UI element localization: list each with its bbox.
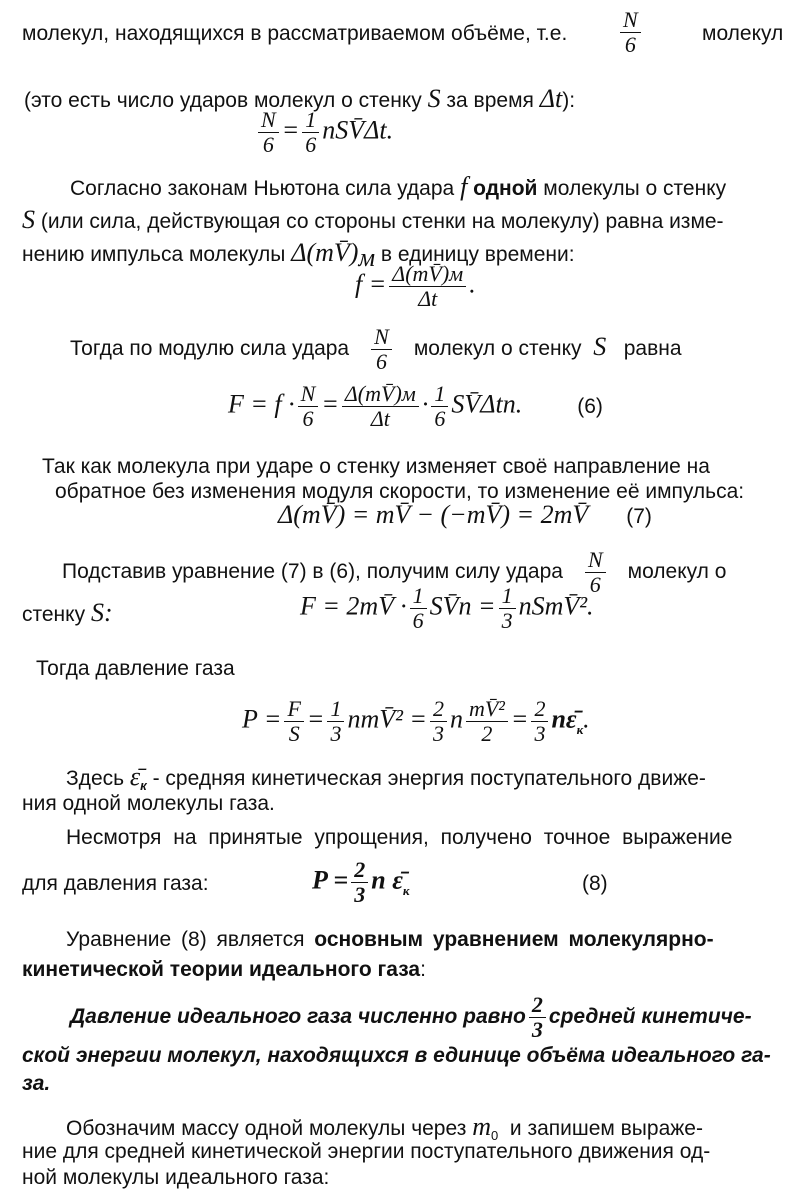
denominator: 6 (262, 132, 274, 158)
math: S (22, 205, 35, 234)
math: n (371, 865, 386, 895)
numerator: 2 (531, 697, 548, 722)
text: нению импульса молекулы (22, 243, 286, 266)
equation-number: (7) (626, 505, 652, 528)
math: F = 2mV̄ · (300, 591, 407, 621)
text-line (70, 325, 682, 374)
numerator: N (258, 108, 279, 133)
text-line (22, 7, 784, 58)
numerator: 1 (410, 584, 427, 609)
text-line (70, 993, 752, 1042)
text: равна (623, 337, 682, 361)
text: Давление идеального газа численно равно (70, 1005, 526, 1029)
numerator: N (585, 548, 606, 573)
text-line: ния одной молекулы газа. (22, 792, 275, 815)
denominator: 6 (305, 132, 317, 158)
denominator: 3 (354, 882, 366, 908)
text: - средняя кинетическая энергия поступательного движе- (152, 767, 706, 790)
denominator: 3 (501, 608, 513, 634)
bold-text: основным уравнением молекулярно- (314, 928, 714, 951)
math: Δ(mV̄) = mV̄ − (−mV̄) = 2mV̄ (278, 500, 589, 529)
text-line (22, 857, 608, 908)
bold-text: одной (473, 177, 538, 200)
denominator: 6 (412, 608, 424, 634)
denominator: Δt (370, 406, 390, 432)
text: молекулы о стенку (543, 177, 727, 200)
math: nmV̄² = (347, 704, 427, 734)
text-line: ной молекулы идеального газа: (22, 1166, 330, 1189)
text: за время (446, 89, 534, 112)
text-line (66, 1112, 703, 1143)
text: молекул (702, 22, 784, 45)
math: = (306, 704, 325, 734)
denominator: 6 (302, 406, 314, 432)
numerator: 1 (431, 382, 448, 407)
denominator: 2 (481, 721, 493, 747)
math: F = f · (228, 389, 295, 419)
numerator: 2 (430, 697, 447, 722)
math: Δt (539, 84, 563, 113)
numerator: 2 (529, 993, 546, 1018)
math: · (421, 389, 429, 419)
fraction (620, 8, 641, 57)
math: Δ(mV̄) (291, 238, 359, 267)
math: nSmV̄². (518, 591, 594, 621)
text: средней кинетиче- (548, 1005, 752, 1029)
bold-text: кинетической теории идеального газа (22, 958, 421, 981)
text: и запишем выраже- (509, 1117, 703, 1140)
numerator: Δ(mV̄)м (389, 262, 466, 287)
text: стенку (22, 603, 86, 626)
formula-6 (228, 382, 603, 431)
math: P = (312, 865, 349, 895)
formula-7 (278, 500, 652, 530)
numerator: F (284, 697, 303, 722)
denominator: 6 (375, 349, 387, 375)
denominator: 3 (534, 721, 546, 747)
text: молекул, находящихся в рассматриваемом объёме, т.е. (22, 22, 568, 45)
subscript: к (576, 721, 584, 737)
subscript: к (140, 778, 147, 794)
denominator: 3 (432, 721, 444, 747)
denominator: 3 (531, 1017, 543, 1043)
text-line (22, 238, 575, 273)
text-line (22, 205, 724, 235)
text-line: Так как молекула при ударе о стенку изменяет своё направление на (42, 455, 710, 478)
numerator: N (298, 382, 319, 407)
text: молекул о (627, 560, 727, 584)
text: молекул о стенку (413, 337, 582, 361)
denominator: 6 (434, 406, 446, 432)
text-line (22, 583, 594, 634)
text: (это есть число ударов молекул о стенку (24, 89, 422, 112)
text-line: ской энергии молекул, находящихся в единице объёма идеального га- (22, 1044, 771, 1067)
subscript: м (358, 243, 376, 273)
text-line (22, 958, 426, 982)
text-line: ние для средней кинетической энергии поступательного движения од- (22, 1140, 711, 1163)
text: : (420, 958, 426, 981)
denominator: Δt (418, 286, 438, 312)
text: Согласно законам Ньютона сила удара (70, 177, 455, 200)
math: = (510, 704, 529, 734)
subscript: 0 (490, 1128, 499, 1144)
text-line (66, 928, 714, 952)
text: Здесь (66, 767, 125, 790)
denominator: S (288, 721, 300, 747)
numerator: N (371, 325, 392, 350)
math: S (427, 84, 441, 113)
math: = (281, 115, 300, 145)
denominator: 6 (589, 572, 601, 598)
math: f (460, 172, 468, 201)
subscript: к (402, 882, 410, 898)
math: = (321, 389, 339, 419)
text-line: Тогда давление газа (36, 657, 235, 680)
text-line: Несмотря на принятые упрощения, получено точное выражение (66, 826, 733, 849)
denominator: 6 (624, 32, 636, 58)
text: Тогда по модулю сила удара (70, 337, 350, 361)
text-line: обратное без изменения модуля скорости, то изменение её импульса: (55, 480, 745, 503)
formula (355, 262, 476, 311)
math: P = (242, 704, 282, 734)
numerator: Δ(mV̄)м (342, 382, 419, 407)
math: SV̄n = (429, 591, 496, 621)
math: . (469, 269, 476, 299)
numerator: N (620, 8, 641, 33)
math: S: (90, 598, 113, 627)
text-line (70, 172, 726, 202)
numerator: 1 (499, 584, 516, 609)
numerator: 1 (327, 697, 344, 722)
text: в единицу времени: (380, 243, 575, 266)
math: S (593, 332, 607, 362)
text: для давления газа: (22, 872, 209, 895)
math: m (472, 1112, 491, 1141)
math: n (449, 704, 463, 734)
numerator: 1 (302, 108, 319, 133)
text-line: за. (22, 1072, 51, 1095)
numerator: 2 (351, 858, 368, 883)
math: nε̄ (551, 704, 577, 734)
text: ): (562, 89, 576, 112)
math: ε̄ (392, 865, 403, 895)
text: Подставив уравнение (7) в (6), получим силу удара (62, 560, 563, 584)
math: SV̄Δtn. (451, 389, 523, 419)
formula (242, 697, 590, 746)
math: ε̄ (129, 762, 141, 791)
math: . (583, 704, 590, 734)
equation-number: (6) (577, 394, 603, 418)
math: f = (355, 269, 387, 299)
formula (255, 108, 393, 157)
text: Уравнение (8) является (66, 928, 305, 951)
text-line (66, 762, 706, 793)
denominator: 3 (330, 721, 342, 747)
text: (или сила, действующая со стороны стенки на молекулу) равна изме- (40, 210, 724, 233)
math: nSV̄Δt. (322, 115, 394, 145)
equation-number: (8) (582, 872, 608, 895)
numerator: mV̄² (466, 697, 508, 722)
text: Обозначим массу одной молекулы через (66, 1117, 467, 1140)
